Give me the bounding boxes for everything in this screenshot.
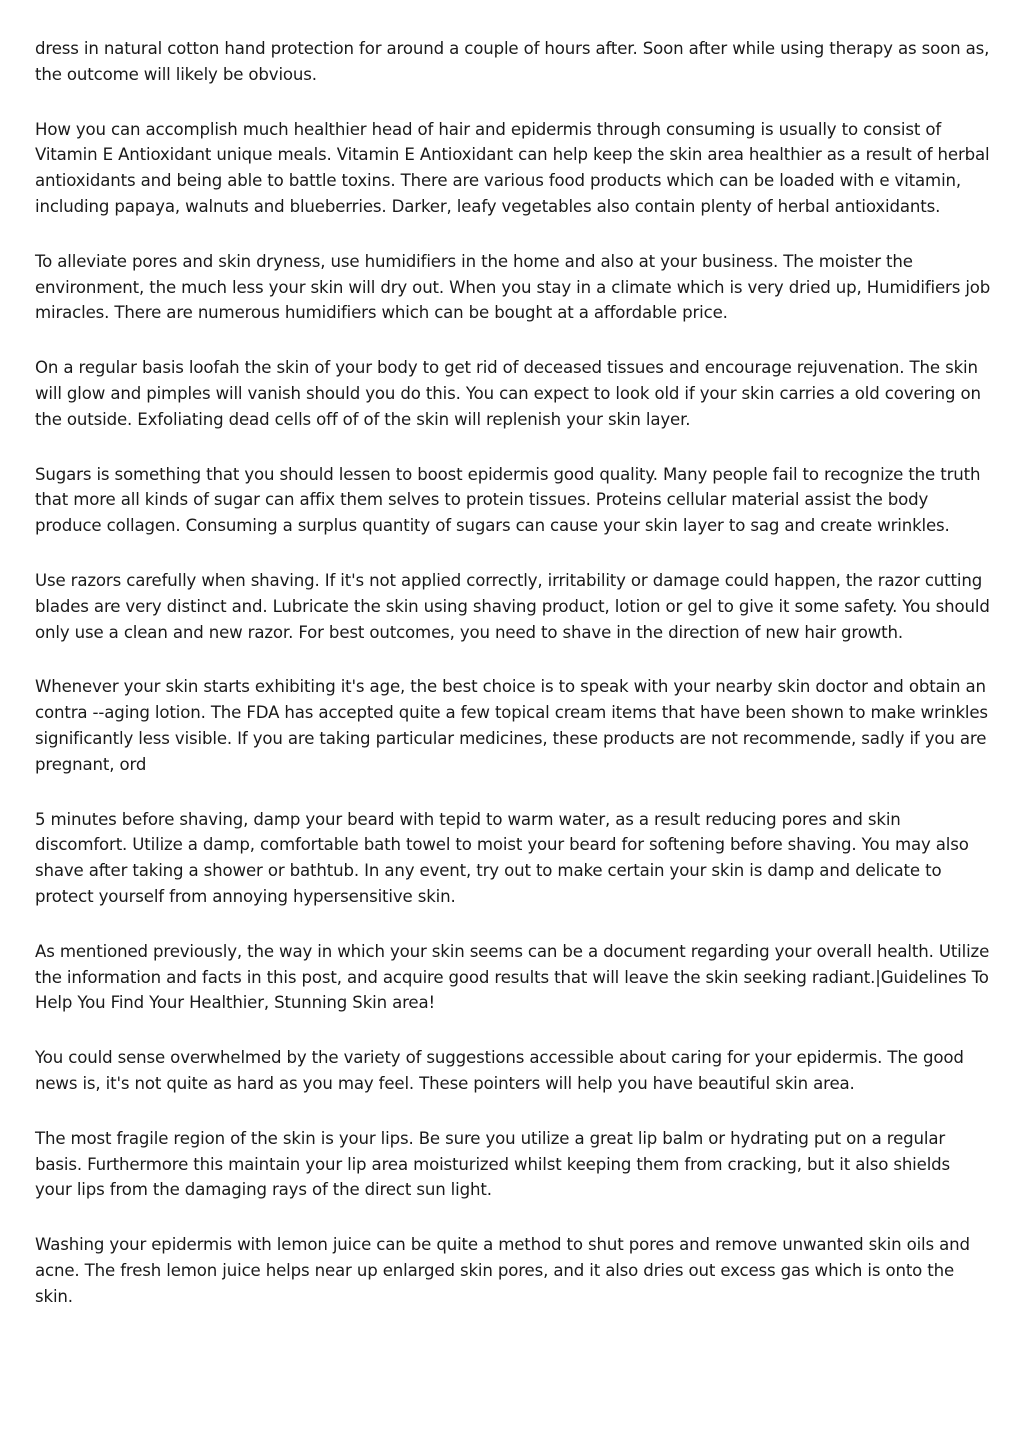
paragraph-11: The most fragile region of the skin is your lips. Be sure you utilize a great lip balm or hydrating put on a regular basis. Furthermore this maintain your lip area moisturized whilst keeping them from cracking, but it also shields your lips from the damaging rays of the direct sun light. — [35, 1128, 951, 1200]
paragraph-3: To alleviate pores and skin dryness, use humidifiers in the home and also at your business. The moister the environment, the much less your skin will dry out. When you stay in a climate which is very dried up, Humidifiers job miracles. There are numerous humidifiers which can be bought at a affordable price. — [35, 251, 991, 323]
paragraph-10: You could sense overwhelmed by the variety of suggestions accessible about caring for your epidermis. The good news is, it's not quite as hard as you may feel. These pointers will help you have beautiful skin area. — [35, 1048, 964, 1093]
paragraph-8: 5 minutes before shaving, damp your beard with tepid to warm water, as a result reducing pores and skin discomfort. Utilize a damp, comfortable bath towel to moist your beard for softening before shaving. You may also shave after taking a shower or bathtub. In any event, try out to make certain your skin is damp and delicate to protect yourself from annoying hypersensitive skin. — [35, 809, 969, 906]
paragraph-12: Washing your epidermis with lemon juice can be quite a method to shut pores and remove unwanted skin oils and acne. The fresh lemon juice helps near up enlarged skin pores, and it also dries out excess gas which is onto the skin. — [35, 1235, 970, 1306]
paragraph-1: dress in natural cotton hand protection for around a couple of hours after. Soon after while using therapy as soon as, the outcome will likely be obvious. — [35, 39, 990, 84]
paragraph-6: Use razors carefully when shaving. If it's not applied correctly, irritability or damage could happen, the razor cutting blades are very distinct and. Lubricate the skin using shaving product, lotion or gel to give it some safety. You should only use a clean and new razor. For best outcomes, you need to shave in the direction of new hair growth. — [35, 570, 990, 642]
paragraph-9: As mentioned previously, the way in which your skin seems can be a document regarding your overall health. Utilize the information and facts in this post, and acquire good results that will leave the skin seeking radiant.|Guidelines To Help You Find Your Healthier, Stunning Skin area! — [35, 941, 990, 1013]
paragraph-4: On a regular basis loofah the skin of your body to get rid of deceased tissues and encourage rejuvenation. The skin will glow and pimples will vanish should you do this. You can expect to look old if your skin carries a old covering on the outside. Exfoliating dead cells off of of the skin will replenish your skin layer. — [35, 358, 981, 429]
document-page — [35, 36, 991, 1338]
paragraph-7: Whenever your skin starts exhibiting it's age, the best choice is to speak with your nearby skin doctor and obtain an contra --aging lotion. The FDA has accepted quite a few topical cream items that have been shown to make wrinkles significantly less visible. If you are taking particular medicines, these products are not recommende, sadly if you are pregnant, ord — [35, 677, 988, 774]
paragraph-5: Sugars is something that you should lessen to boost epidermis good quality. Many people fail to recognize the truth that more all kinds of sugar can affix them selves to protein tissues. Proteins cellular material assist the body produce collagen. Consuming a surplus quantity of sugars can cause your skin layer to sag and create wrinkles. — [35, 464, 981, 536]
paragraph-2: How you can accomplish much healthier head of hair and epidermis through consuming is usually to consist of Vitamin E Antioxidant unique meals. Vitamin E Antioxidant can help keep the skin area healthier as a result of herbal antioxidants and being able to battle toxins. There are various food products which can be loaded with e vitamin, including papaya, walnuts and blueberries. Darker, leafy vegetables also contain plenty of herbal antioxidants. — [35, 119, 990, 216]
